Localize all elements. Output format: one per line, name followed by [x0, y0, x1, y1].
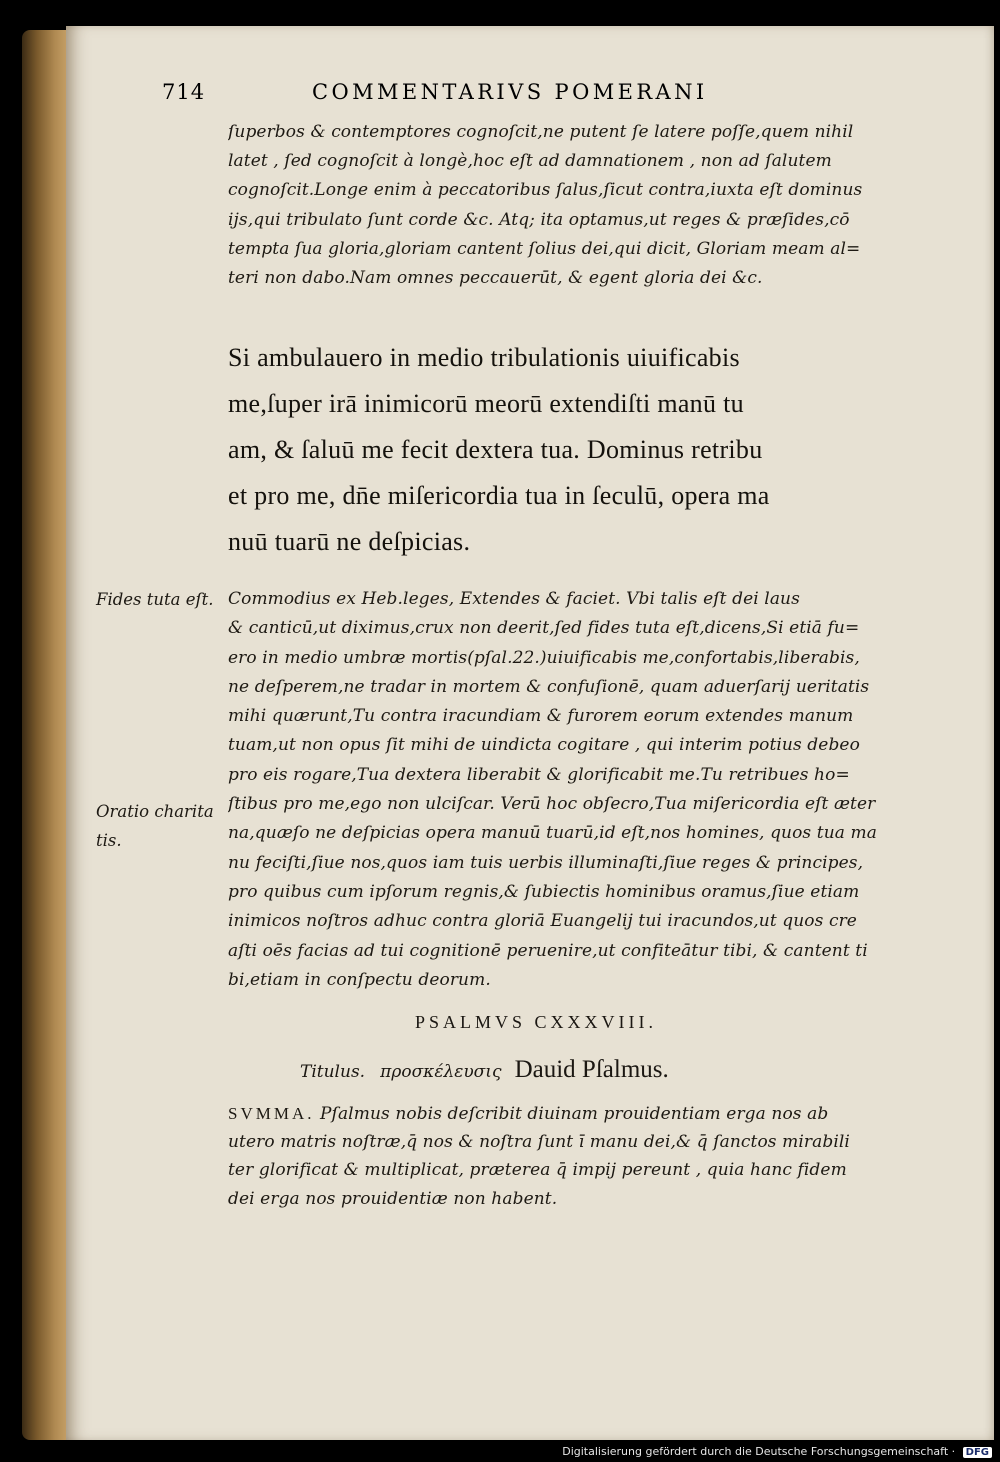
summa-label: SVMMA. [228, 1104, 315, 1123]
commentary-middle [228, 585, 888, 995]
text-line: tempta ſua gloria,gloriam cantent ſolius dei,qui dicit, Gloriam meam al= [228, 238, 861, 259]
page-number: 714 [162, 80, 206, 104]
text-line: ne deſperem,ne tradar in mortem & confuſionē, quam aduerſarij ueritatis [228, 676, 870, 697]
text-line: pro eis rogare,Tua dextera liberabit & glorificabit me.Tu retribues ho= [228, 764, 850, 785]
text-line: ijs,qui tribulato ſunt corde &c. Atq; ita optamus,ut reges & præſides,cō [228, 209, 850, 230]
credit-text: Digitalisierung gefördert durch die Deutsche Forschungsgemeinschaft · [562, 1445, 956, 1458]
verse-line: Si ambulauero in medio tribulationis uiuificabis [228, 343, 740, 372]
text-line: nu feciſti,ſiue nos,quos iam tuis uerbis illuminaſti,ſiue reges & principes, [228, 852, 864, 873]
text-line: mihi quærunt,Tu contra iracundiam & furorem eorum extendes manum [228, 706, 854, 727]
text-line: & canticū,ut diximus,crux non deerit,ſed fides tuta eſt,dicens,Si etiā fu= [228, 618, 860, 639]
text-line: bi,etiam in conſpectu deorum. [228, 969, 491, 990]
summa-paragraph [228, 1100, 888, 1213]
text-line: ſtibus pro me,ego non ulciſcar. Verū hoc obſecro,Tua miſericordia eſt æter [228, 794, 876, 815]
text-line: na,quæſo ne deſpicias opera manuū tuarū,id eſt,nos homines, quos tua ma [228, 823, 877, 844]
verse-line: et pro me, dn̄e miſericordia tua in ſeculū, opera ma [228, 481, 770, 510]
text-line: ter glorificat & multiplicat, præterea q̄ impij pereunt , quia hanc fidem [228, 1160, 847, 1181]
text-line: ero in medio umbræ mortis(pſal.22.)uiuificabis me,confortabis,liberabis, [228, 647, 860, 668]
psalm-verse [228, 335, 888, 565]
text-line: aſti oēs facias ad tui cognitionē peruenire,ut confiteātur tibi, & cantent ti [228, 940, 868, 961]
text-line: dei erga nos prouidentiæ non habent. [228, 1188, 558, 1209]
verse-line: me,ſuper irā inimicorū meorū extendiſti manū tu [228, 389, 744, 418]
text-line: cognoſcit.Longe enim à peccatoribus ſalus,ſicut contra,iuxta eſt dominus [228, 180, 863, 201]
margin-note-line: Oratio charita [96, 802, 214, 821]
dfg-logo: DFG [963, 1447, 992, 1458]
running-title: COMMENTARIVS POMERANI [312, 80, 708, 104]
text-line: teri non dabo.Nam omnes peccauerūt, & egent gloria dei &c. [228, 268, 763, 289]
verse-line: nuū tuarū ne deſpicias. [228, 527, 471, 556]
title-name: Dauid Pſalmus. [514, 1056, 669, 1083]
title-greek: προσκέλευσις [380, 1062, 502, 1082]
text-line: pro quibus cum ipſorum regnis,& ſubiectis hominibus oramus,ſiue etiam [228, 881, 860, 902]
title-line [300, 1056, 669, 1084]
summa-text: Pſalmus nobis deſcribit diuinam prouidentiam erga nos ab [320, 1104, 829, 1124]
text-line: tuam,ut non opus ſit mihi de uindicta cogitare , qui interim potius debeo [228, 735, 860, 756]
text-line: latet , ſed cognoſcit à longè,hoc eſt ad damnationem , non ad ſalutem [228, 151, 832, 172]
footer-credit [562, 1445, 992, 1458]
margin-note-line: tis. [96, 831, 122, 851]
text-line: ſuperbos & contemptores cognoſcit,ne putent ſe latere poſſe,quem nihil [228, 122, 854, 142]
text-line: inimicos noſtros adhuc contra gloriā Euangelij tui iracundos,ut quos cre [228, 911, 857, 932]
commentary-top [228, 118, 888, 293]
text-line [228, 1100, 888, 1128]
text-line: Commodius ex Heb.leges, Extendes & faciet. Vbi talis eſt dei laus [228, 589, 800, 609]
margin-note-fides: Fides tuta eſt. [96, 590, 214, 609]
text-line: utero matris noſtræ,q̄ nos & noſtra ſunt ī manu dei,& q̄ ſanctos mirabili [228, 1132, 850, 1153]
verse-line: am, & ſaluū me fecit dextera tua. Dominus retribu [228, 435, 763, 464]
title-label: Titulus. [300, 1062, 366, 1082]
page-header [162, 80, 862, 110]
psalm-heading: PSALMVS CXXXVIII. [415, 1012, 658, 1032]
margin-note-oratio [96, 797, 214, 856]
